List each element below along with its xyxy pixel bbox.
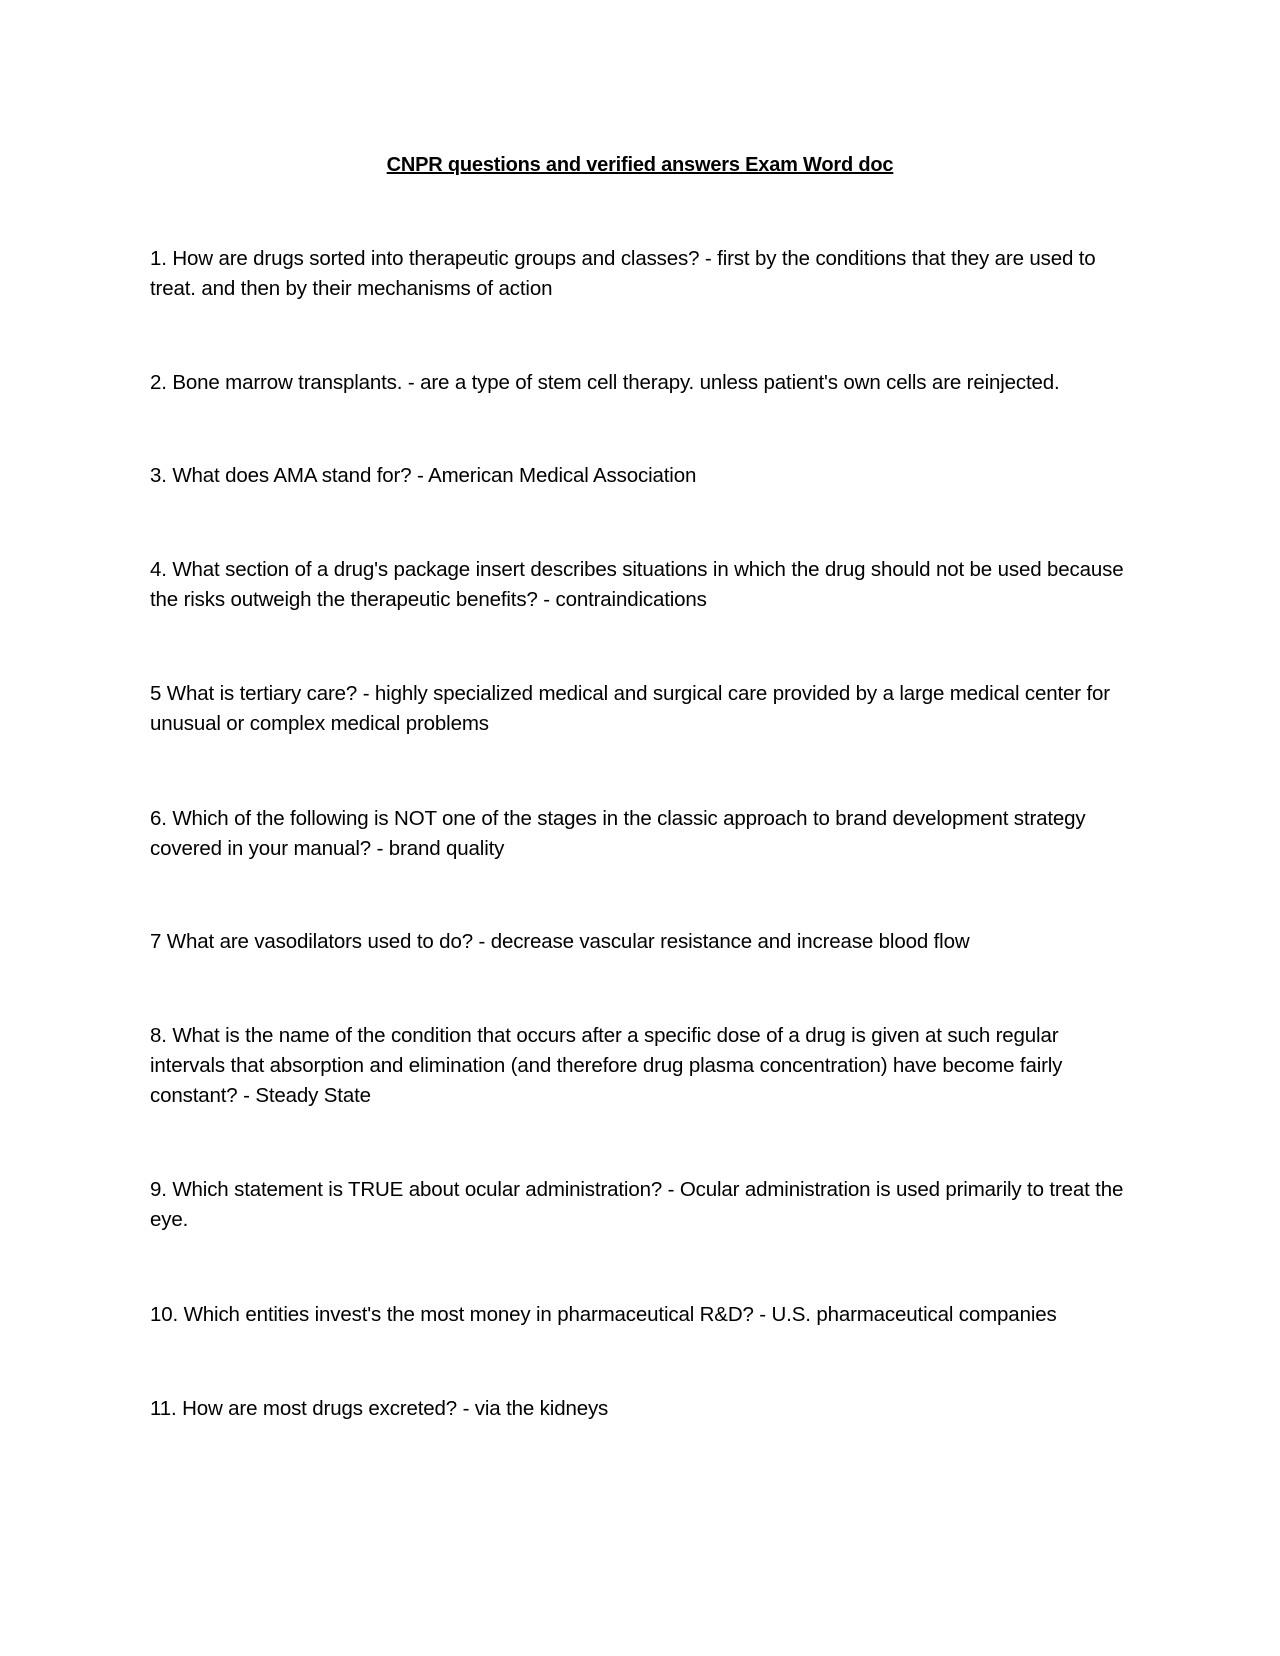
question-item-1: 1. How are drugs sorted into therapeutic groups and classes? - first by the conditions that they are used to treat. and then by their mechanisms of action (150, 247, 1096, 300)
question-item-4: 4. What section of a drug's package insert describes situations in which the drug should not be used because the risks outweigh the therapeutic benefits? - contraindications (150, 558, 1124, 611)
question-item-6: 6. Which of the following is NOT one of the stages in the classic approach to brand development strategy covered in your manual? - brand quality (150, 807, 1086, 860)
question-item-8: 8. What is the name of the condition that occurs after a specific dose of a drug is given at such regular intervals that absorption and elimination (and therefore drug plasma concentration) have become fairly constant? - Steady State (150, 1024, 1063, 1107)
document-title: CNPR questions and verified answers Exam Word doc (386, 154, 894, 176)
question-item-11: 11. How are most drugs excreted? - via the kidneys (150, 1397, 609, 1420)
question-item-2: 2. Bone marrow transplants. - are a type of stem cell therapy. unless patient's own cells are reinjected. (150, 371, 1060, 394)
question-item-10: 10. Which entities invest's the most money in pharmaceutical R&D? - U.S. pharmaceutical companies (150, 1303, 1057, 1326)
question-item-7: 7 What are vasodilators used to do? - decrease vascular resistance and increase blood flow (150, 930, 970, 953)
question-item-3: 3. What does AMA stand for? - American Medical Association (150, 464, 697, 487)
question-item-9: 9. Which statement is TRUE about ocular administration? - Ocular administration is used primarily to treat the eye. (150, 1178, 1124, 1231)
question-item-5: 5 What is tertiary care? - highly specialized medical and surgical care provided by a large medical center for unusual or complex medical problems (150, 682, 1110, 735)
